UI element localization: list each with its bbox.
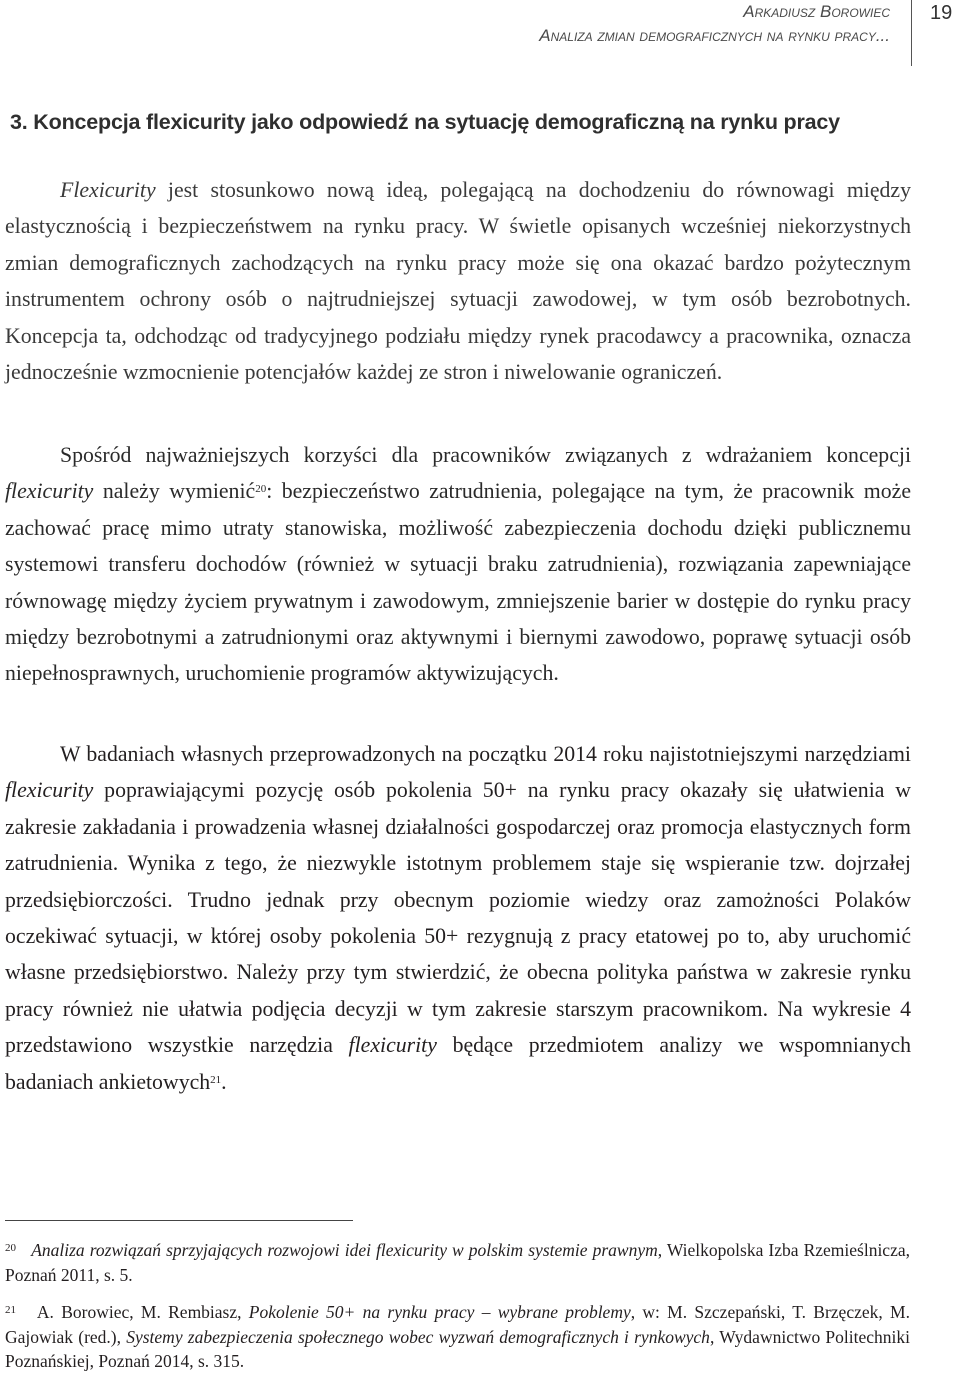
paragraph-3-text-d: . — [221, 1069, 227, 1094]
footnote-book-title: Systemy zabezpieczenia społecznego wobec wyzwań demograficznych i rynkowych — [126, 1326, 710, 1347]
paragraph-3 — [5, 736, 911, 1100]
footnote-separator — [5, 1220, 353, 1221]
footnote-publisher: , Wydawnictwo Politechniki Poznańskiej, Poznań 2014, s. 315. — [5, 1326, 911, 1371]
paragraph-1-text: jest stosunkowo nową ideą, polegającą na dochodzeniu do równowagi między elastycznością i bezpieczeństwem na rynku pracy. W świetle opisanych wcześniej niekorzystnych zmian demograficznych zachodzących na rynku pracy może się ona okazać bardzo pożytecznym instrumentem ochrony osób o najtrudniejszej sytuacji zawodowej, w tym osób bezrobotnych. Koncepcja ta, odchodząc od tradycyjnego podziału między rynek pracodawcy a pracownika, oznacza jednocześnie wzmocnienie potencjałów każdej ze stron i niwelowanie ograniczeń. — [5, 178, 911, 385]
footnote-source: , Wielkopolska Izba Rzemieślnicza, Poznań 2011, s. 5. — [5, 1240, 910, 1285]
footnote-editors: , w: M. Szczepański, T. Brzęczek, M. Gajowiak (red.), — [5, 1302, 910, 1347]
footnote-ref-21[interactable]: 21 — [210, 1073, 222, 1086]
section-title: 3. Koncepcja flexicurity jako odpowiedź na sytuację demograficzną na rynku pracy — [10, 110, 840, 134]
footnote-21 — [5, 1300, 910, 1374]
footnote-title: Analiza rozwiązań sprzyjających rozwojowi idei flexicurity w polskim systemie prawnym — [31, 1240, 658, 1260]
term-flexicurity: flexicurity — [5, 778, 94, 803]
paragraph-3-text-c: będące przedmiotem analizy we wspomnianych badaniach ankietowych — [5, 1033, 912, 1094]
header-author: Arkadiusz Borowiec — [743, 2, 890, 21]
page-number: 19 — [930, 2, 953, 24]
footnote-number: 20 — [5, 1242, 16, 1254]
footnote-20 — [5, 1238, 910, 1287]
running-header — [539, 0, 890, 48]
paragraph-1 — [5, 172, 911, 390]
term-flexicurity: flexicurity — [5, 479, 94, 504]
footnote-authors: A. Borowiec, M. Rembiasz, — [36, 1302, 249, 1322]
paragraph-2-text-c: : bezpieczeństwo zatrudnienia, polegające na tym, że pracownik może zachować pracę mimo utraty stanowiska, możliwość zabezpieczenia dochodu dzięki publicznemu systemowi transferu dochodów (również w sytuacji braku zatrudnienia), rozwiązania zapewniające równowagę między życiem prywatnym i zawodowym, zmniejszenie barier w dostępie do rynku pracy między bezrobotnymi a zatrudnionymi oraz aktywnymi i biernymi zawodowo, poprawę sytuacji osób niepełnosprawnych, uruchomienie programów aktywizujących. — [5, 479, 912, 686]
paragraph-3-text-a: W badaniach własnych przeprowadzonych na początku 2014 roku najistotniejszymi narzędziami — [60, 742, 911, 766]
header-divider — [911, 0, 912, 66]
footnote-title: Pokolenie 50+ na rynku pracy – wybrane problemy — [248, 1302, 631, 1322]
paragraph-3-text-b: poprawiającymi pozycję osób pokolenia 50+ na rynku pracy okazały się ułatwienia w zakresie zakładania i prowadzenia własnej działalności gospodarczej oraz promocja elastycznych form zatrudnienia. Wynika z tego, że niezwykle istotnym problemem staje się wspieranie tzw. dojrzałej przedsiębiorczości. Trudno jednak przy obecnym poziomie wiedzy oraz zamożności Polaków oczekiwać sytuacji, w której osoby pokolenia 50+ rezygnują z pracy etatowej po to, aby uruchomić własne przedsiębiorstwo. Należy przy tym stwierdzić, że obecna polityka państwa w zakresie rynku pracy również nie ułatwia podjęcia decyzji w tym zakresie starszym pracownikom. Na wykresie 4 przedstawiono wszystkie narzędzia — [5, 778, 911, 1058]
paragraph-2-text-b: należy wymienić — [93, 479, 256, 504]
footnote-number: 21 — [5, 1304, 16, 1316]
paragraph-2-text-a: Spośród najważniejszych korzyści dla pracowników związanych z wdrażaniem koncepcji — [60, 443, 911, 467]
term-flexicurity: Flexicurity — [60, 178, 156, 202]
paragraph-2 — [5, 437, 911, 692]
footnote-ref-20[interactable]: 20 — [255, 483, 267, 496]
header-running-title: Analiza zmian demograficznych na rynku pracy... — [539, 26, 890, 45]
term-flexicurity: flexicurity — [348, 1033, 437, 1058]
